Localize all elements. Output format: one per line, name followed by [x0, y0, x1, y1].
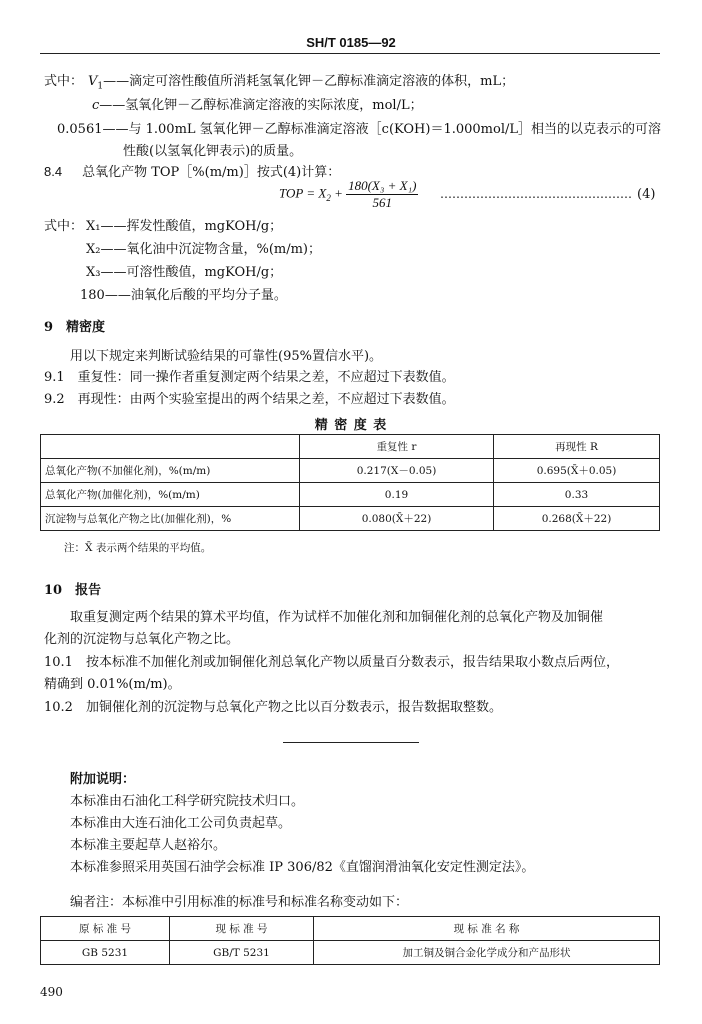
table-header-row [41, 917, 660, 941]
table-cell: GB/T 5231 [170, 941, 314, 965]
table-header-row [41, 435, 660, 459]
additional-note-4: 本标准参照采用英国石油学会标准 IP 306/82《直馏润滑油氧化安定性测定法》。 [70, 860, 535, 875]
section-9-2: 9.2 再现性：由两个实验室提出的两个结果之差，不应超过下表数值。 [44, 392, 455, 407]
section-10-1-line1: 10.1 按本标准不加催化剂或加铜催化剂总氧化产物以质量百分数表示，报告结果取小数点后两位， [44, 655, 619, 670]
header-rule [40, 53, 660, 54]
table-header-cell: 重复性 r [300, 435, 494, 459]
table-header-cell: 现 标 准 名 称 [314, 917, 660, 941]
def-0561-line2: 性酸(以氢氧化钾表示)的质量。 [123, 144, 303, 159]
where-lead-1: 式中： [44, 74, 84, 89]
additional-note-1: 本标准由石油化工科学研究院技术归口。 [70, 794, 305, 809]
page-number: 490 [40, 985, 63, 999]
def-180: 180——油氧化后酸的平均分子量。 [80, 288, 287, 303]
precision-table-title: 精 密 度 表 [314, 418, 388, 433]
where-lead-2: 式中： [44, 219, 84, 234]
additional-note-3: 本标准主要起草人赵裕尔。 [70, 838, 227, 853]
section-10-1-line2: 精确到 0.01%(m/m)。 [44, 677, 181, 692]
table-header-cell: 原 标 准 号 [41, 917, 170, 941]
table-cell: 0.695(X̄＋0.05) [494, 459, 660, 483]
section-8-4: 8.4 总氧化产物 TOP［%(m/m)］按式(4)计算： [44, 164, 341, 180]
def-0561-line1: 0.0561——与 1.00mL 氢氧化钾－乙醇标准滴定溶液［c(KOH)＝1.000mol/L］相当的以克表示的可溶 [57, 122, 661, 137]
table-cell: 0.33 [494, 483, 660, 507]
table-cell: 总氧化产物(不加催化剂)，%(m/m) [41, 459, 300, 483]
table-row [41, 941, 660, 965]
standard-change-table [40, 916, 660, 965]
table-cell: 加工铜及铜合金化学成分和产品形状 [314, 941, 660, 965]
table-row [41, 507, 660, 531]
table-cell: 0.19 [300, 483, 494, 507]
section-10-2: 10.2 加铜催化剂的沉淀物与总氧化产物之比以百分数表示，报告数据取整数。 [44, 700, 502, 715]
section-divider [283, 742, 419, 743]
section-10-title: 10 报告 [44, 583, 102, 598]
formula-dots: ………………………………………… [440, 187, 632, 201]
def-v1: $V_1——$滴定可溶性酸值所消耗氢氧化钾－乙醇标准滴定溶液的体积，mL； [88, 74, 515, 92]
table-cell: 总氧化产物(加催化剂)，%(m/m) [41, 483, 300, 507]
table-header-cell [41, 435, 300, 459]
formula-4: TOP = $X_2$ + $\frac{\text{180(X₃ + X₁)}}{561}$ [279, 178, 417, 210]
editor-note: 编者注：本标准中引用标准的标准号和标准名称变动如下： [70, 895, 409, 910]
formula-number: (4) [637, 187, 656, 202]
section-10-p1-line1: 取重复测定两个结果的算术平均值，作为试样不加催化剂和加铜催化剂的总氧化产物及加铜催 [70, 610, 604, 625]
table-cell: GB 5231 [41, 941, 170, 965]
def-x3: X₃——可溶性酸值，mgKOH/g； [86, 265, 283, 280]
section-9-title: 9 精密度 [44, 320, 106, 335]
table-header-cell: 再现性 R [494, 435, 660, 459]
table-cell: 0.217(X－0.05) [300, 459, 494, 483]
table-note: 注：X̄ 表示两个结果的平均值。 [64, 542, 212, 554]
section-9-1: 9.1 重复性：同一操作者重复测定两个结果之差，不应超过下表数值。 [44, 370, 455, 385]
table-header-cell: 现 标 准 号 [170, 917, 314, 941]
def-c: c——氢氧化钾－乙醇标准滴定溶液的实际浓度，mol/L； [92, 98, 423, 113]
table-row [41, 483, 660, 507]
table-row [41, 459, 660, 483]
table-cell: 沉淀物与总氧化产物之比(加催化剂)，% [41, 507, 300, 531]
section-10-p1-line2: 化剂的沉淀物与总氧化产物之比。 [44, 632, 240, 647]
additional-note-2: 本标准由大连石油化工公司负责起草。 [70, 816, 292, 831]
table-cell: 0.268(X̄＋22) [494, 507, 660, 531]
table-cell: 0.080(X̄＋22) [300, 507, 494, 531]
def-x1: X₁——挥发性酸值，mgKOH/g； [86, 219, 283, 234]
precision-table [40, 434, 660, 531]
def-x2: X₂——氧化油中沉淀物含量，%(m/m)； [86, 242, 321, 257]
additional-notes-title: 附加说明： [70, 772, 136, 787]
running-header: SH/T 0185—92 [306, 35, 396, 50]
section-9-intro: 用以下规定来判断试验结果的可靠性(95%置信水平)。 [70, 349, 383, 364]
